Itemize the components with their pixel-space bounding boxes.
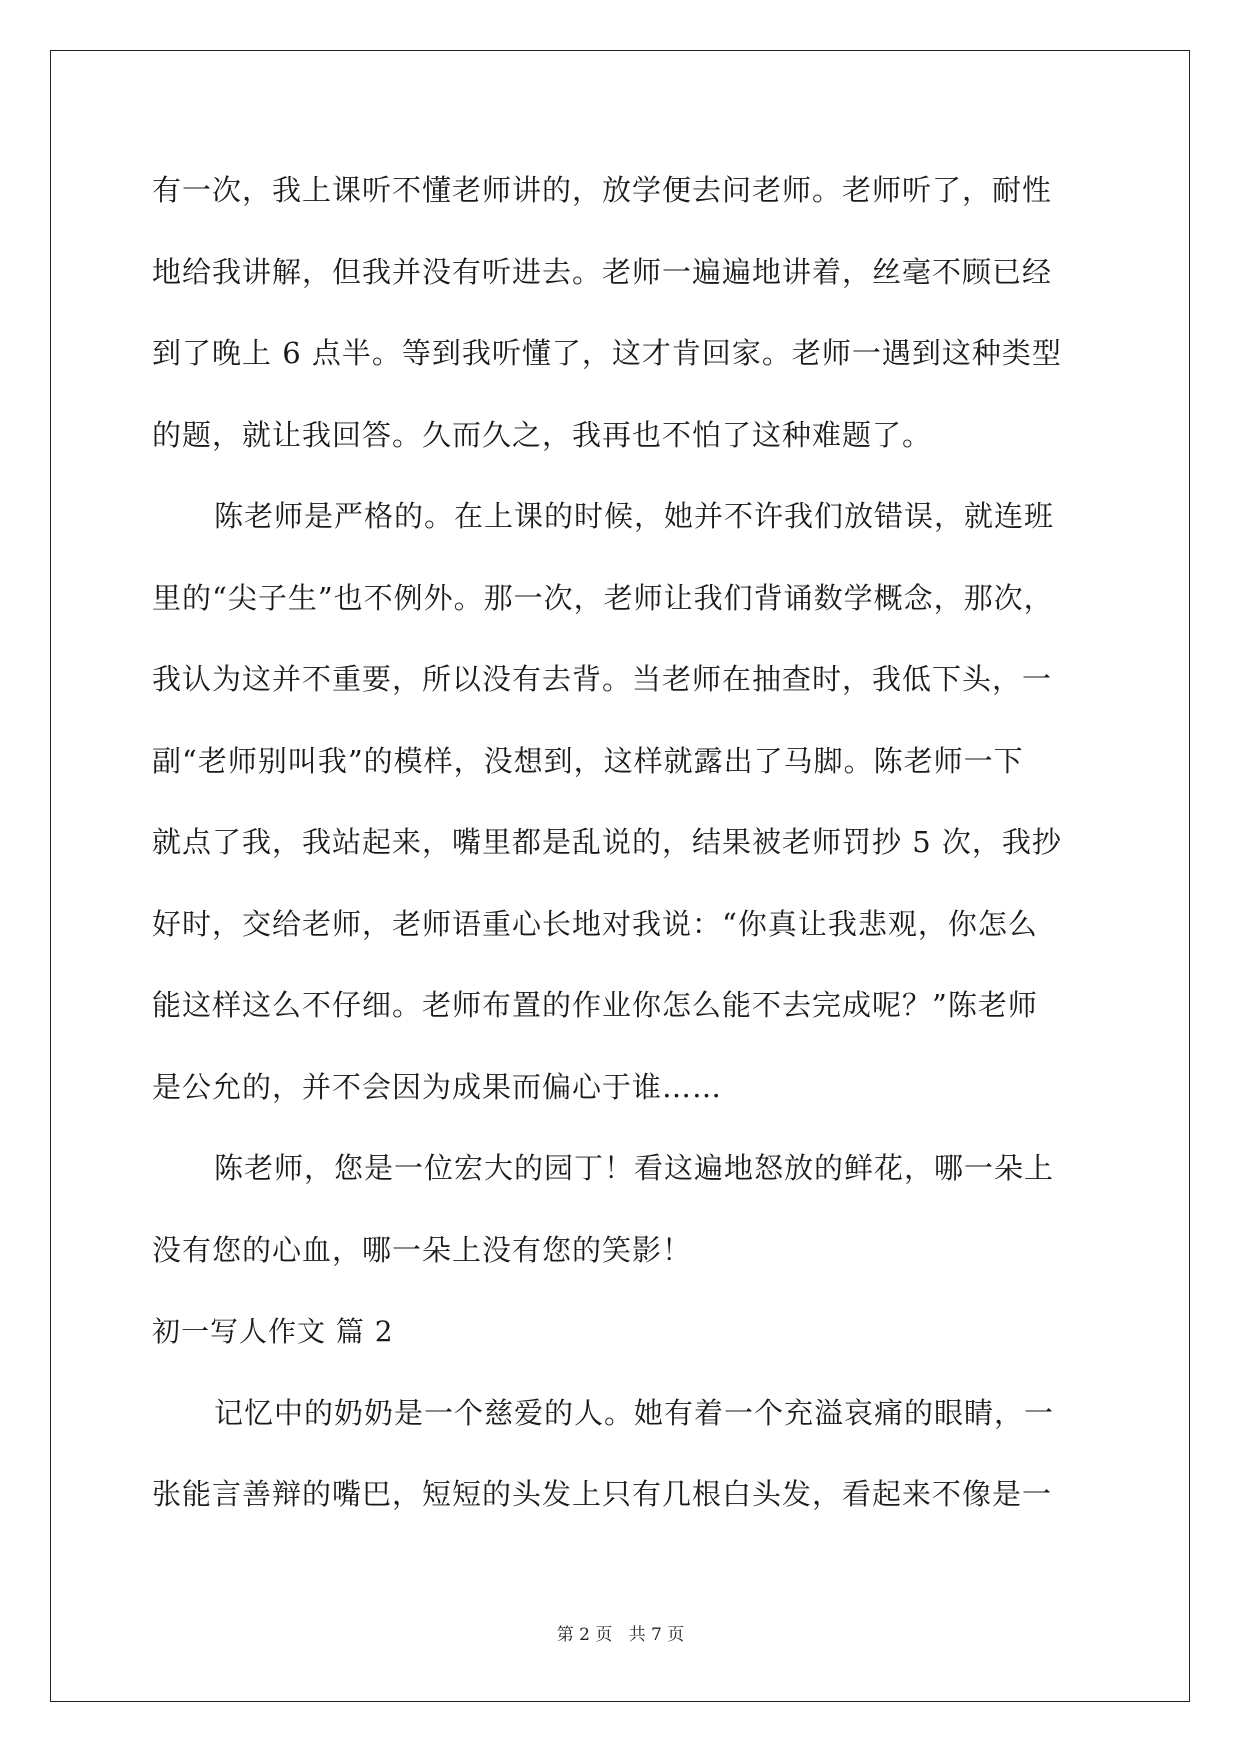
- section-heading: 初一写人作文 篇 2: [152, 1315, 394, 1348]
- paragraph-line: 张能言善辩的嘴巴，短短的头发上只有几根白头发，看起来不像是一: [152, 1477, 1053, 1511]
- paragraph-line: 到了晚上 6 点半。等到我听懂了，这才肯回家。老师一遇到这种类型: [152, 336, 1062, 370]
- document-body: [152, 150, 1092, 1536]
- paragraph-line: 副“老师别叫我”的模样，没想到，这样就露出了马脚。陈老师一下: [152, 743, 1024, 778]
- paragraph-line: 记忆中的奶奶是一个慈爱的人。她有着一个充溢哀痛的眼睛，一: [214, 1395, 1055, 1430]
- paragraph-line: 地给我讲解，但我并没有听进去。老师一遍遍地讲着，丝毫不顾已经: [152, 254, 1053, 289]
- paragraph-line: 是公允的，并不会因为成果而偏心于谁……: [152, 1069, 723, 1104]
- paragraph-line: 陈老师，您是一位宏大的园丁！看这遍地怒放的鲜花，哪一朵上: [214, 1151, 1055, 1185]
- paragraph-line: 没有您的心血，哪一朵上没有您的笑影！: [152, 1232, 693, 1267]
- page-number-label: 第 2 页 共 7 页: [556, 1625, 685, 1645]
- paragraph-line: 里的“尖子生”也不例外。那一次，老师让我们背诵数学概念，那次，: [152, 580, 1054, 615]
- paragraph-line: 就点了我，我站起来，嘴里都是乱说的，结果被老师罚抄 5 次，我抄: [152, 825, 1062, 859]
- paragraph-line: 有一次，我上课听不懂老师讲的，放学便去问老师。老师听了，耐性: [152, 173, 1053, 207]
- paragraph-line: 的题，就让我回答。久而久之，我再也不怕了这种难题了。: [152, 417, 933, 452]
- paragraph-line: 好时，交给老师，老师语重心长地对我说：“你真让我悲观，你怎么: [152, 906, 1038, 941]
- paragraph-line: 陈老师是严格的。在上课的时候，她并不许我们放错误，就连班: [214, 499, 1055, 533]
- paragraph-line: 能这样这么不仔细。老师布置的作业你怎么能不去完成呢？”陈老师: [152, 988, 1038, 1022]
- page-footer: [0, 1620, 1241, 1645]
- paragraph-line: 我认为这并不重要，所以没有去背。当老师在抽查时，我低下头，一: [152, 662, 1053, 696]
